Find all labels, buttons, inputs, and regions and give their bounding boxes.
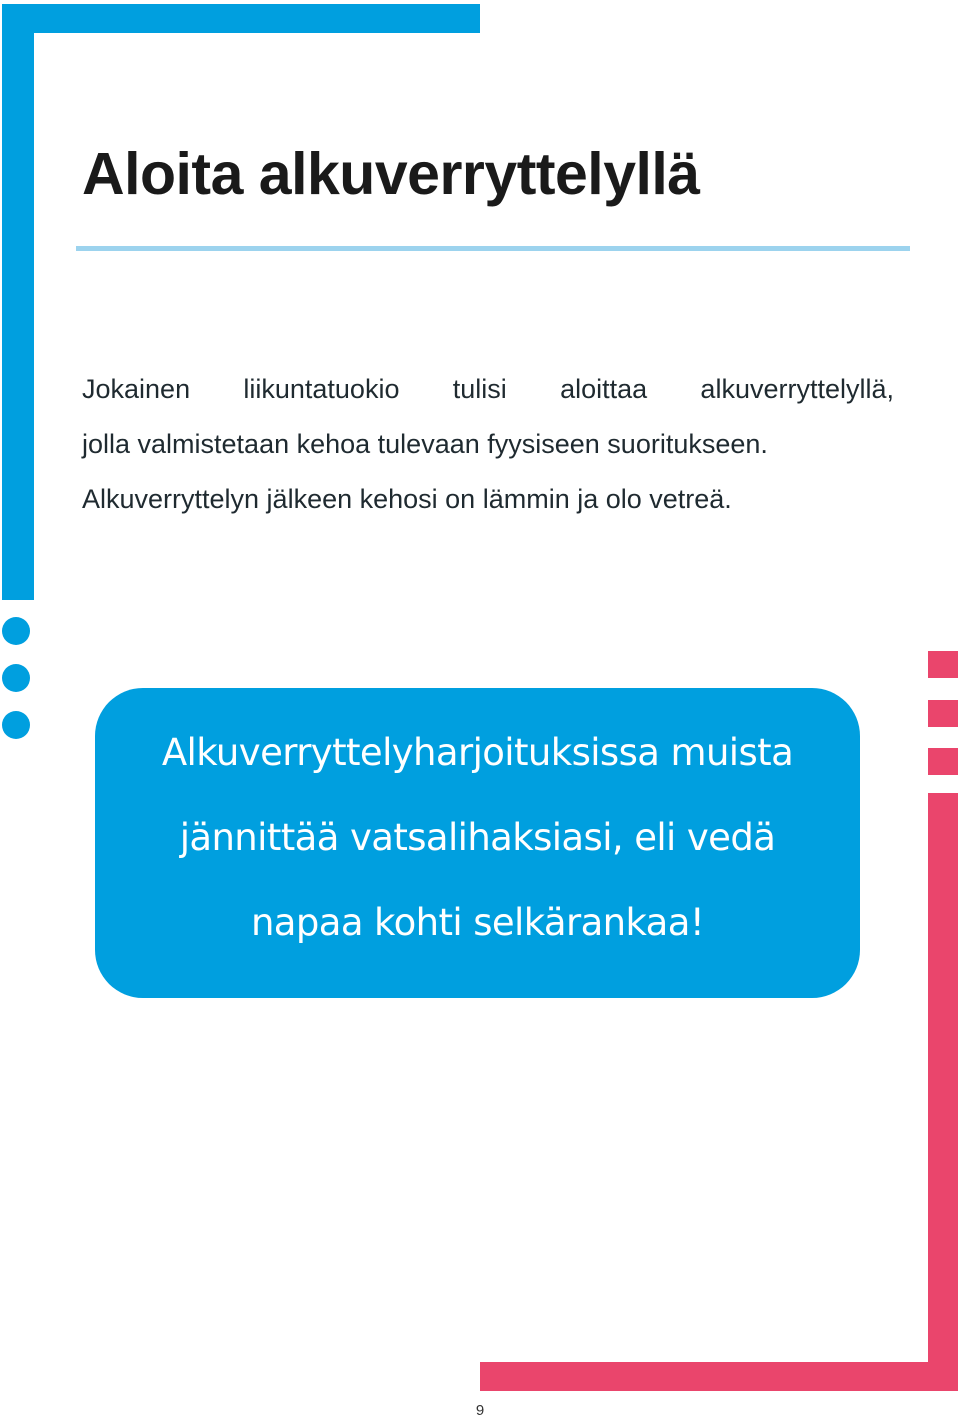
blue-dot-decoration [2, 617, 30, 645]
intro-line: Jokainen liikuntatuokio tulisi aloittaa alkuverryttelyllä, [82, 374, 894, 404]
tip-line: Alkuverryttelyharjoituksissa muista [161, 731, 794, 774]
blue-dot-decoration [2, 711, 30, 739]
intro-paragraph [82, 362, 894, 527]
tip-line: jännittää vatsalihaksiasi, eli vedä [179, 816, 776, 859]
tip-callout-box [95, 688, 860, 998]
blue-frame-top-bar [2, 4, 480, 33]
pink-square-decoration [928, 748, 958, 775]
blue-dot-decoration [2, 664, 30, 692]
pink-frame-bottom-bar [480, 1362, 958, 1391]
tip-callout-text [95, 710, 860, 965]
intro-line: jolla valmistetaan kehoa tulevaan fyysiseen suoritukseen. [82, 429, 768, 459]
title-divider [76, 246, 910, 251]
intro-line: Alkuverryttelyn jälkeen kehosi on lämmin ja olo vetreä. [82, 484, 732, 514]
page-number: 9 [475, 1402, 485, 1419]
pink-square-decoration [928, 700, 958, 727]
blue-frame-left-bar [2, 4, 34, 600]
page-title: Aloita alkuverryttelyllä [82, 141, 700, 207]
pink-frame-right-bar [928, 793, 958, 1391]
pink-square-decoration [928, 651, 958, 678]
tip-line: napaa kohti selkärankaa! [250, 901, 705, 944]
